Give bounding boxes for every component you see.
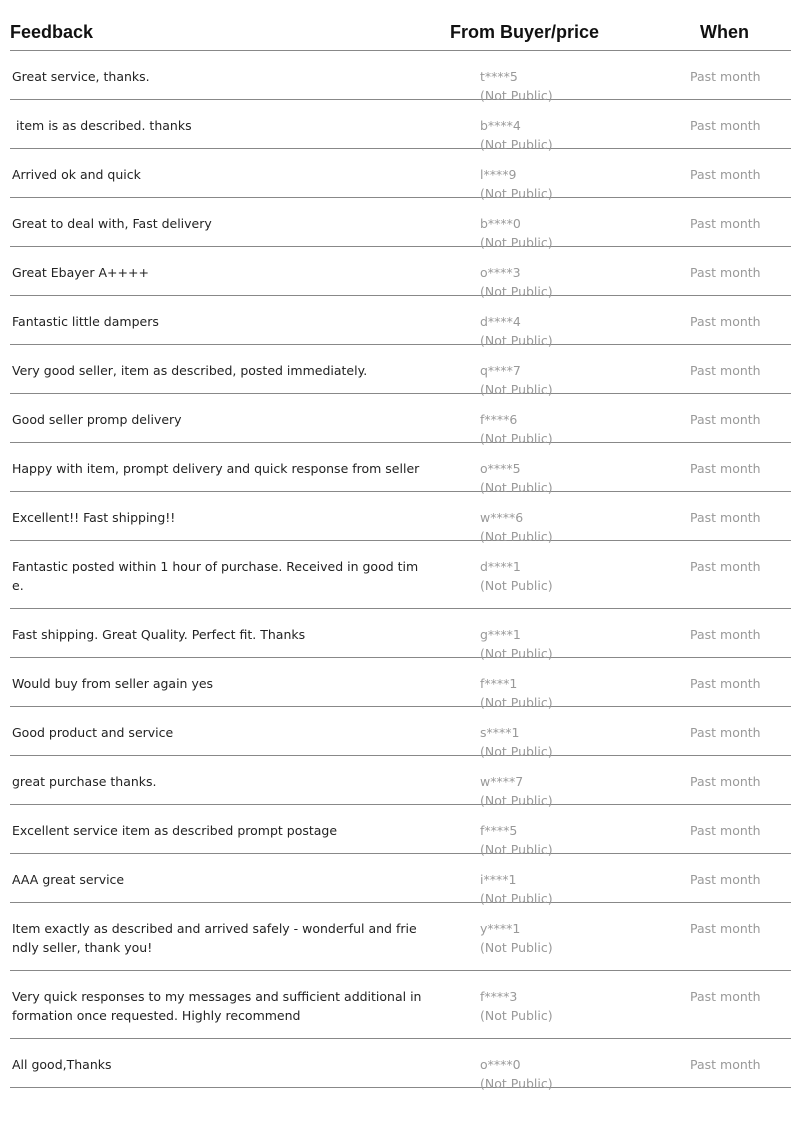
feedback-text: Arrived ok and quick (12, 167, 141, 182)
feedback-text: Happy with item, prompt delivery and quick response from seller (12, 461, 420, 476)
table-row (10, 1039, 791, 1091)
feedback-text: Great service, thanks. (12, 69, 150, 84)
table-row (10, 903, 791, 971)
when-text: Past month (690, 167, 761, 182)
buyer-id: o****3 (480, 265, 521, 280)
price: (Not Public) (480, 793, 553, 808)
table-row (10, 541, 791, 609)
price: (Not Public) (480, 186, 553, 201)
feedback-text: Item exactly as described and arrived safely - wonderful and friendly seller, thank you! (12, 921, 417, 955)
when-text: Past month (690, 69, 761, 84)
table-row (10, 345, 791, 397)
feedback-table (10, 0, 791, 1091)
price: (Not Public) (480, 695, 553, 710)
when-text: Past month (690, 118, 761, 133)
when-text: Past month (690, 216, 761, 231)
buyer-cell (480, 919, 553, 957)
when-text: Past month (690, 872, 761, 887)
table-row (10, 971, 791, 1039)
price: (Not Public) (480, 940, 553, 955)
feedback-text: Fantastic little dampers (12, 314, 159, 329)
buyer-id: f****1 (480, 676, 518, 691)
buyer-id: d****1 (480, 559, 521, 574)
feedback-text: All good,Thanks (12, 1057, 112, 1072)
table-row (10, 443, 791, 495)
price: (Not Public) (480, 646, 553, 661)
table-row (10, 149, 791, 201)
price: (Not Public) (480, 891, 553, 906)
feedback-text: Would buy from seller again yes (12, 676, 214, 691)
price: (Not Public) (480, 842, 553, 857)
feedback-text: item is as described. thanks (12, 118, 192, 133)
feedback-text: Good product and service (12, 725, 174, 740)
feedback-text: Fast shipping. Great Quality. Perfect fit. Thanks (12, 627, 306, 642)
when-text: Past month (690, 774, 761, 789)
when-text: Past month (690, 1057, 761, 1072)
buyer-id: t****5 (480, 69, 518, 84)
when-text: Past month (690, 265, 761, 280)
buyer-id: f****5 (480, 823, 518, 838)
price: (Not Public) (480, 333, 553, 348)
table-row (10, 296, 791, 348)
buyer-id: s****1 (480, 725, 520, 740)
table-row (10, 247, 791, 299)
buyer-id: o****5 (480, 461, 521, 476)
when-text: Past month (690, 510, 761, 525)
buyer-id: o****0 (480, 1057, 521, 1072)
buyer-id: g****1 (480, 627, 521, 642)
table-row (10, 805, 791, 857)
price: (Not Public) (480, 382, 553, 397)
price: (Not Public) (480, 88, 553, 103)
when-text: Past month (690, 412, 761, 427)
price: (Not Public) (480, 744, 553, 759)
buyer-id: d****4 (480, 314, 521, 329)
buyer-id: b****4 (480, 118, 521, 133)
when-text: Past month (690, 559, 761, 574)
feedback-text: Very quick responses to my messages and sufficient additional information once requested. Highly recommend (12, 989, 422, 1023)
feedback-text: great purchase thanks. (12, 774, 157, 789)
feedback-text: Fantastic posted within 1 hour of purchase. Received in good time. (12, 559, 419, 593)
when-text: Past month (690, 725, 761, 740)
buyer-id: l****9 (480, 167, 517, 182)
table-row (10, 100, 791, 152)
feedback-text: Very good seller, item as described, posted immediately. (12, 363, 368, 378)
when-text: Past month (690, 676, 761, 691)
when-text: Past month (690, 627, 761, 642)
table-row (10, 609, 791, 661)
when-text: Past month (690, 314, 761, 329)
buyer-id: w****6 (480, 510, 524, 525)
price: (Not Public) (480, 480, 553, 495)
feedback-text: Good seller promp delivery (12, 412, 182, 427)
price: (Not Public) (480, 529, 553, 544)
buyer-id: f****3 (480, 989, 518, 1004)
header-buyer-price: From Buyer/price (450, 22, 600, 42)
feedback-text: Excellent!! Fast shipping!! (12, 510, 176, 525)
price: (Not Public) (480, 1076, 553, 1091)
feedback-text: Great Ebayer A++++ (12, 265, 149, 280)
price: (Not Public) (480, 431, 553, 446)
buyer-cell (480, 557, 553, 595)
buyer-id: w****7 (480, 774, 524, 789)
when-text: Past month (690, 363, 761, 378)
when-text: Past month (690, 921, 761, 936)
when-text: Past month (690, 989, 761, 1004)
table-row (10, 394, 791, 446)
header-feedback: Feedback (10, 22, 94, 42)
table-row (10, 51, 791, 103)
price: (Not Public) (480, 284, 553, 299)
feedback-text: Great to deal with, Fast delivery (12, 216, 212, 231)
table-row (10, 854, 791, 906)
table-row (10, 492, 791, 544)
buyer-id: b****0 (480, 216, 521, 231)
feedback-text: AAA great service (12, 872, 125, 887)
table-row (10, 658, 791, 710)
price: (Not Public) (480, 235, 553, 250)
table-row (10, 198, 791, 250)
table-row (10, 756, 791, 808)
price: (Not Public) (480, 1008, 553, 1023)
when-text: Past month (690, 823, 761, 838)
price: (Not Public) (480, 578, 553, 593)
buyer-id: y****1 (480, 921, 521, 936)
price: (Not Public) (480, 137, 553, 152)
table-header (10, 0, 791, 51)
buyer-id: i****1 (480, 872, 517, 887)
buyer-id: f****6 (480, 412, 518, 427)
table-row (10, 707, 791, 759)
feedback-text: Excellent service item as described prompt postage (12, 823, 338, 838)
when-text: Past month (690, 461, 761, 476)
buyer-cell (480, 1055, 553, 1093)
buyer-id: q****7 (480, 363, 521, 378)
header-when: When (700, 22, 749, 42)
buyer-cell (480, 987, 553, 1025)
